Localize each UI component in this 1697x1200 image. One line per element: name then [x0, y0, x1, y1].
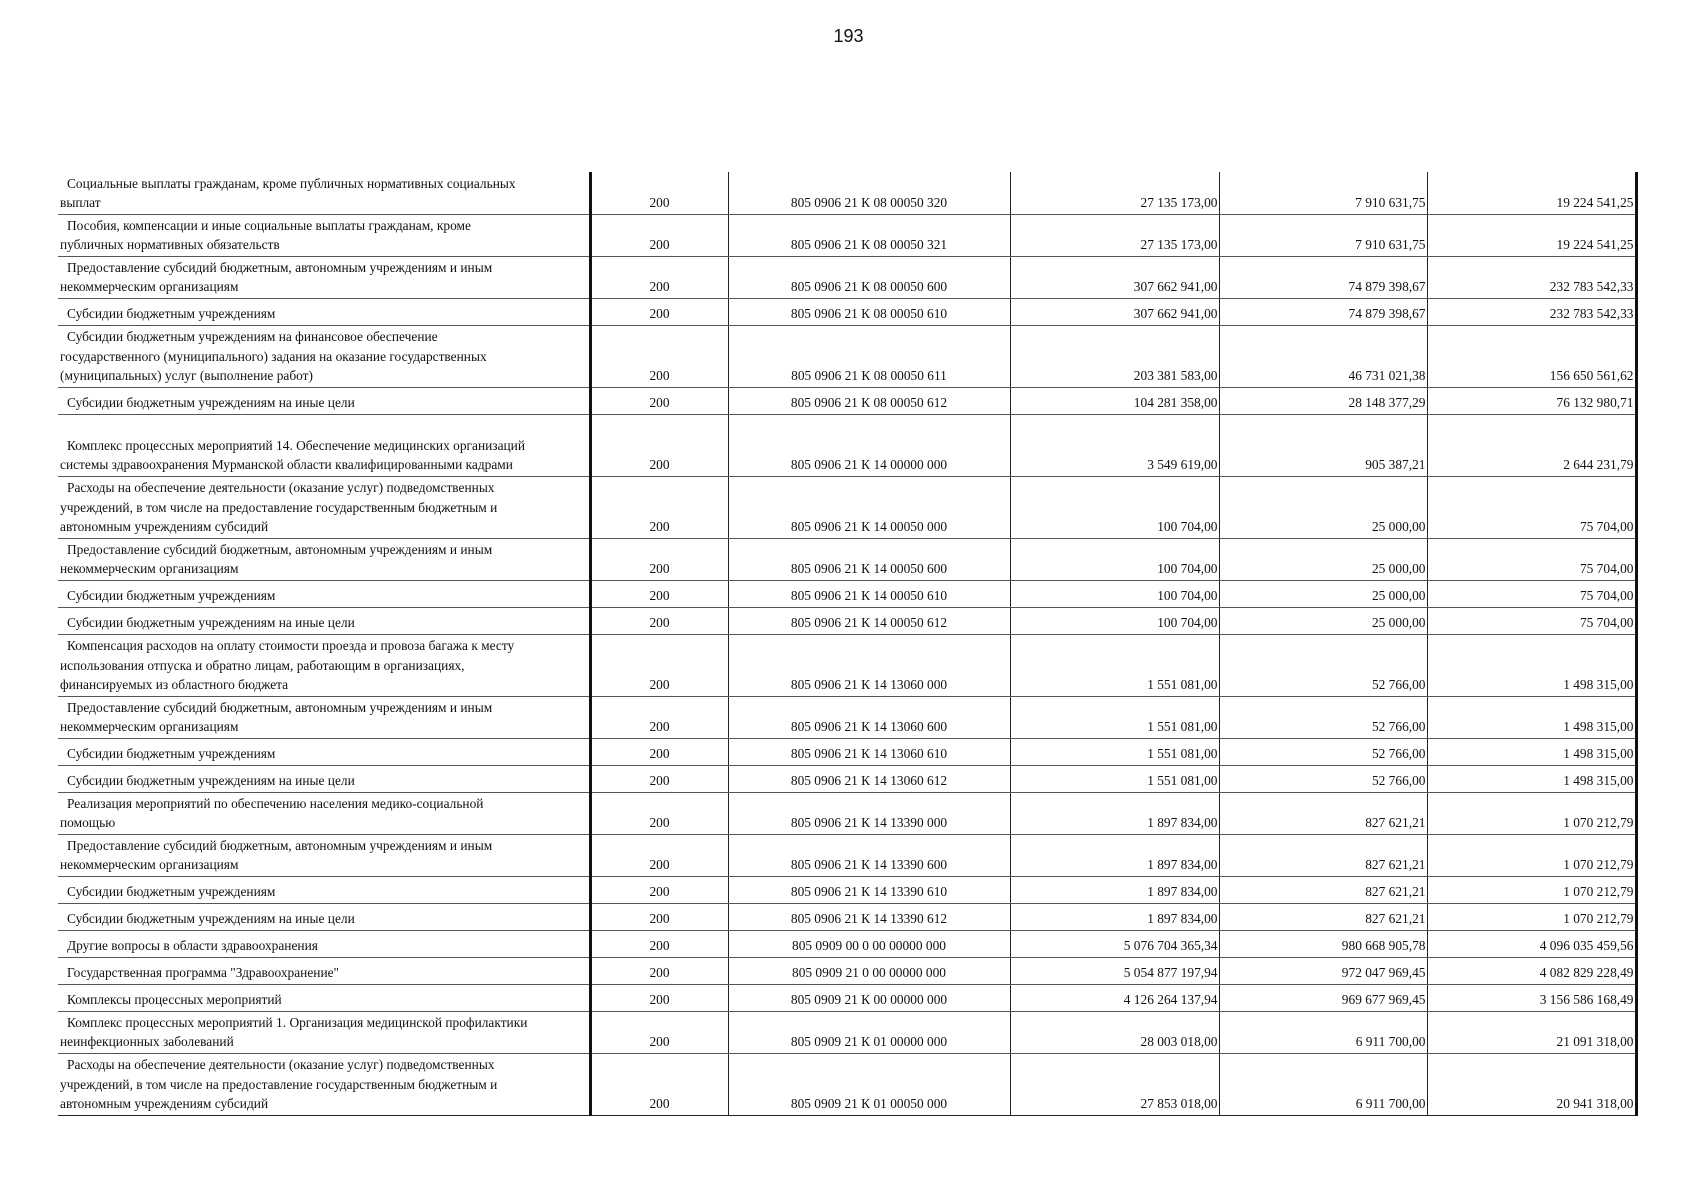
row-code-cell: 200	[590, 738, 728, 765]
row-name-line: (муниципальных) услуг (выполнение работ)	[60, 368, 313, 383]
row-code-cell: 200	[590, 476, 728, 538]
row-approved-cell: 1 897 834,00	[1010, 834, 1219, 876]
row-unexecuted-cell: 1 070 212,79	[1427, 876, 1636, 903]
table-row	[58, 298, 1636, 325]
row-unexecuted-cell: 4 082 829 228,49	[1427, 957, 1636, 984]
row-executed-cell: 46 731 021,38	[1219, 325, 1427, 387]
row-executed-cell: 25 000,00	[1219, 476, 1427, 538]
row-kbk-cell: 805 0906 21 К 14 13390 600	[728, 834, 1010, 876]
table-row	[58, 476, 1636, 538]
row-code-cell: 200	[590, 214, 728, 256]
row-code-cell: 200	[590, 1053, 728, 1115]
row-name-line: Субсидии бюджетным учреждениям на иные цели	[67, 911, 355, 926]
row-executed-cell: 52 766,00	[1219, 634, 1427, 696]
row-approved-cell: 27 135 173,00	[1010, 214, 1219, 256]
row-name-line: учреждений, в том числе на предоставление государственным бюджетным и	[60, 499, 498, 515]
row-unexecuted-cell: 2 644 231,79	[1427, 414, 1636, 476]
row-kbk-cell: 805 0906 21 К 14 13060 600	[728, 696, 1010, 738]
row-unexecuted-cell: 1 498 315,00	[1427, 696, 1636, 738]
row-code-cell: 200	[590, 834, 728, 876]
table-row	[58, 256, 1636, 298]
row-name-cell	[58, 903, 590, 930]
row-executed-cell: 827 621,21	[1219, 834, 1427, 876]
row-unexecuted-cell: 1 070 212,79	[1427, 834, 1636, 876]
row-code-cell: 200	[590, 325, 728, 387]
row-executed-cell: 52 766,00	[1219, 765, 1427, 792]
row-approved-cell: 4 126 264 137,94	[1010, 984, 1219, 1011]
row-unexecuted-cell: 21 091 318,00	[1427, 1011, 1636, 1053]
row-approved-cell: 1 897 834,00	[1010, 876, 1219, 903]
row-approved-cell: 307 662 941,00	[1010, 256, 1219, 298]
row-kbk-cell: 805 0906 21 К 08 00050 320	[728, 172, 1010, 214]
row-unexecuted-cell: 1 498 315,00	[1427, 765, 1636, 792]
row-approved-cell: 1 897 834,00	[1010, 792, 1219, 834]
table-row	[58, 634, 1636, 696]
table-row	[58, 325, 1636, 387]
row-executed-cell: 25 000,00	[1219, 580, 1427, 607]
row-name-line: Предоставление субсидий бюджетным, автономным учреждениям и иным	[67, 259, 493, 275]
row-unexecuted-cell: 75 704,00	[1427, 580, 1636, 607]
table-row	[58, 984, 1636, 1011]
row-kbk-cell: 805 0909 21 К 01 00000 000	[728, 1011, 1010, 1053]
table-row	[58, 1011, 1636, 1053]
row-name-line: публичных нормативных обязательств	[60, 237, 280, 252]
row-executed-cell: 7 910 631,75	[1219, 214, 1427, 256]
row-name-cell	[58, 607, 590, 634]
row-name-cell	[58, 476, 590, 538]
row-name-cell	[58, 634, 590, 696]
row-name-line: Расходы на обеспечение деятельности (оказание услуг) подведомственных	[67, 1057, 495, 1072]
row-name-cell	[58, 738, 590, 765]
table-row	[58, 738, 1636, 765]
row-executed-cell: 28 148 377,29	[1219, 387, 1427, 414]
row-code-cell: 200	[590, 634, 728, 696]
row-executed-cell: 827 621,21	[1219, 792, 1427, 834]
row-approved-cell: 1 551 081,00	[1010, 738, 1219, 765]
row-approved-cell: 1 551 081,00	[1010, 765, 1219, 792]
row-name-line: Предоставление субсидий бюджетным, автономным учреждениям и иным	[67, 699, 493, 715]
row-kbk-cell: 805 0909 21 К 00 00000 000	[728, 984, 1010, 1011]
row-kbk-cell: 805 0906 21 К 14 13390 000	[728, 792, 1010, 834]
row-kbk-cell: 805 0909 21 К 01 00050 000	[728, 1053, 1010, 1115]
row-approved-cell: 5 054 877 197,94	[1010, 957, 1219, 984]
row-approved-cell: 100 704,00	[1010, 580, 1219, 607]
row-code-cell: 200	[590, 414, 728, 476]
row-name-line: Субсидии бюджетным учреждениям	[67, 884, 276, 899]
row-code-cell: 200	[590, 298, 728, 325]
row-kbk-cell: 805 0906 21 К 08 00050 612	[728, 387, 1010, 414]
row-code-cell: 200	[590, 607, 728, 634]
budget-table	[58, 172, 1638, 1116]
row-name-line: автономным учреждениям субсидий	[60, 1096, 269, 1111]
row-executed-cell: 7 910 631,75	[1219, 172, 1427, 214]
row-unexecuted-cell: 75 704,00	[1427, 607, 1636, 634]
row-name-line: использования отпуска и обратно лицам, работающим в организациях,	[60, 657, 465, 673]
row-approved-cell: 1 551 081,00	[1010, 696, 1219, 738]
row-kbk-cell: 805 0906 21 К 14 13390 612	[728, 903, 1010, 930]
row-name-line: Предоставление субсидий бюджетным, автономным учреждениям и иным	[67, 541, 493, 557]
row-name-line: Субсидии бюджетным учреждениям	[67, 306, 276, 321]
row-kbk-cell: 805 0906 21 К 14 13390 610	[728, 876, 1010, 903]
row-code-cell: 200	[590, 580, 728, 607]
page-number: 193	[833, 26, 864, 46]
row-name-line: Государственная программа "Здравоохранение"	[67, 965, 340, 980]
row-kbk-cell: 805 0906 21 К 14 00050 612	[728, 607, 1010, 634]
row-kbk-cell: 805 0906 21 К 08 00050 321	[728, 214, 1010, 256]
row-name-line: системы здравоохранения Мурманской области квалифицированными кадрами	[60, 457, 513, 472]
row-kbk-cell: 805 0906 21 К 14 00050 600	[728, 538, 1010, 580]
row-name-cell	[58, 792, 590, 834]
row-approved-cell: 1 897 834,00	[1010, 903, 1219, 930]
row-name-line: Предоставление субсидий бюджетным, автономным учреждениям и иным	[67, 837, 493, 853]
row-unexecuted-cell: 1 070 212,79	[1427, 792, 1636, 834]
row-kbk-cell: 805 0906 21 К 08 00050 610	[728, 298, 1010, 325]
row-name-line: Комплекс процессных мероприятий 1. Организация медицинской профилактики	[67, 1014, 528, 1030]
table-row	[58, 930, 1636, 957]
row-approved-cell: 203 381 583,00	[1010, 325, 1219, 387]
row-unexecuted-cell: 75 704,00	[1427, 476, 1636, 538]
table-row	[58, 387, 1636, 414]
row-approved-cell: 307 662 941,00	[1010, 298, 1219, 325]
row-executed-cell: 25 000,00	[1219, 538, 1427, 580]
row-name-line: некоммерческим организациям	[60, 857, 239, 872]
row-approved-cell: 27 135 173,00	[1010, 172, 1219, 214]
row-name-line: Пособия, компенсации и иные социальные выплаты гражданам, кроме	[67, 217, 471, 233]
row-code-cell: 200	[590, 256, 728, 298]
row-name-cell	[58, 765, 590, 792]
row-name-line: помощью	[60, 815, 116, 830]
row-code-cell: 200	[590, 876, 728, 903]
row-name-cell	[58, 580, 590, 607]
table-row	[58, 414, 1636, 476]
row-code-cell: 200	[590, 957, 728, 984]
row-approved-cell: 100 704,00	[1010, 476, 1219, 538]
row-executed-cell: 6 911 700,00	[1219, 1053, 1427, 1115]
table-row	[58, 696, 1636, 738]
row-name-line: Комплекс процессных мероприятий 14. Обеспечение медицинских организаций	[67, 437, 526, 453]
row-executed-cell: 980 668 905,78	[1219, 930, 1427, 957]
row-name-cell	[58, 984, 590, 1011]
row-unexecuted-cell: 1 070 212,79	[1427, 903, 1636, 930]
row-name-cell	[58, 298, 590, 325]
row-approved-cell: 5 076 704 365,34	[1010, 930, 1219, 957]
table-row	[58, 792, 1636, 834]
row-name-line: Социальные выплаты гражданам, кроме публичных нормативных социальных	[67, 175, 516, 191]
row-name-cell	[58, 957, 590, 984]
row-code-cell: 200	[590, 1011, 728, 1053]
row-name-cell	[58, 214, 590, 256]
row-code-cell: 200	[590, 792, 728, 834]
row-executed-cell: 25 000,00	[1219, 607, 1427, 634]
row-kbk-cell: 805 0906 21 К 14 13060 610	[728, 738, 1010, 765]
row-name-line: некоммерческим организациям	[60, 561, 239, 576]
row-kbk-cell: 805 0906 21 К 08 00050 611	[728, 325, 1010, 387]
row-name-cell	[58, 387, 590, 414]
row-executed-cell: 969 677 969,45	[1219, 984, 1427, 1011]
row-name-line: Субсидии бюджетным учреждениям на иные цели	[67, 773, 355, 788]
row-name-cell	[58, 1011, 590, 1053]
row-executed-cell: 972 047 969,45	[1219, 957, 1427, 984]
row-executed-cell: 74 879 398,67	[1219, 256, 1427, 298]
row-name-line: Субсидии бюджетным учреждениям на иные цели	[67, 615, 355, 630]
row-unexecuted-cell: 232 783 542,33	[1427, 298, 1636, 325]
row-name-line: некоммерческим организациям	[60, 279, 239, 294]
row-code-cell: 200	[590, 172, 728, 214]
row-approved-cell: 28 003 018,00	[1010, 1011, 1219, 1053]
row-unexecuted-cell: 19 224 541,25	[1427, 214, 1636, 256]
row-name-line: Комплексы процессных мероприятий	[67, 992, 282, 1007]
row-name-line: неинфекционных заболеваний	[60, 1034, 234, 1049]
row-code-cell: 200	[590, 765, 728, 792]
row-executed-cell: 52 766,00	[1219, 696, 1427, 738]
table-row	[58, 607, 1636, 634]
row-code-cell: 200	[590, 696, 728, 738]
table-row	[58, 765, 1636, 792]
row-name-cell	[58, 256, 590, 298]
table-row	[58, 957, 1636, 984]
table-row	[58, 903, 1636, 930]
row-unexecuted-cell: 20 941 318,00	[1427, 1053, 1636, 1115]
row-unexecuted-cell: 232 783 542,33	[1427, 256, 1636, 298]
table-row	[58, 538, 1636, 580]
row-executed-cell: 6 911 700,00	[1219, 1011, 1427, 1053]
row-unexecuted-cell: 76 132 980,71	[1427, 387, 1636, 414]
row-name-line: Компенсация расходов на оплату стоимости проезда и провоза багажа к месту	[67, 638, 515, 653]
table-row	[58, 214, 1636, 256]
row-unexecuted-cell: 156 650 561,62	[1427, 325, 1636, 387]
row-approved-cell: 100 704,00	[1010, 538, 1219, 580]
row-approved-cell: 100 704,00	[1010, 607, 1219, 634]
row-executed-cell: 74 879 398,67	[1219, 298, 1427, 325]
row-unexecuted-cell: 1 498 315,00	[1427, 738, 1636, 765]
row-kbk-cell: 805 0906 21 К 08 00050 600	[728, 256, 1010, 298]
table-row	[58, 834, 1636, 876]
row-executed-cell: 827 621,21	[1219, 876, 1427, 903]
row-approved-cell: 104 281 358,00	[1010, 387, 1219, 414]
row-name-line: Реализация мероприятий по обеспечению населения медико-социальной	[67, 795, 484, 811]
row-name-cell	[58, 1053, 590, 1115]
budget-table-body	[58, 172, 1636, 1115]
row-approved-cell: 27 853 018,00	[1010, 1053, 1219, 1115]
row-name-line: некоммерческим организациям	[60, 719, 239, 734]
row-name-line: учреждений, в том числе на предоставление государственным бюджетным и	[60, 1076, 498, 1092]
row-executed-cell: 827 621,21	[1219, 903, 1427, 930]
row-code-cell: 200	[590, 930, 728, 957]
row-kbk-cell: 805 0906 21 К 14 00050 000	[728, 476, 1010, 538]
row-unexecuted-cell: 19 224 541,25	[1427, 172, 1636, 214]
table-row	[58, 1053, 1636, 1115]
row-name-line: Расходы на обеспечение деятельности (оказание услуг) подведомственных	[67, 480, 495, 495]
row-unexecuted-cell: 4 096 035 459,56	[1427, 930, 1636, 957]
row-kbk-cell: 805 0909 00 0 00 00000 000	[728, 930, 1010, 957]
row-approved-cell: 3 549 619,00	[1010, 414, 1219, 476]
row-name-line: государственного (муниципального) задания на оказание государственных	[60, 348, 487, 364]
row-name-cell	[58, 172, 590, 214]
table-row	[58, 172, 1636, 214]
row-name-cell	[58, 696, 590, 738]
row-executed-cell: 905 387,21	[1219, 414, 1427, 476]
row-kbk-cell: 805 0906 21 К 14 00000 000	[728, 414, 1010, 476]
row-name-line: автономным учреждениям субсидий	[60, 519, 269, 534]
row-kbk-cell: 805 0906 21 К 14 13060 000	[728, 634, 1010, 696]
row-executed-cell: 52 766,00	[1219, 738, 1427, 765]
row-name-line: Другие вопросы в области здравоохранения	[67, 938, 318, 953]
row-name-line: Субсидии бюджетным учреждениям на иные цели	[67, 395, 355, 410]
row-name-line: Субсидии бюджетным учреждениям	[67, 588, 276, 603]
row-kbk-cell: 805 0909 21 0 00 00000 000	[728, 957, 1010, 984]
row-name-cell	[58, 325, 590, 387]
row-code-cell: 200	[590, 984, 728, 1011]
row-name-line: Субсидии бюджетным учреждениям	[67, 746, 276, 761]
row-kbk-cell: 805 0906 21 К 14 00050 610	[728, 580, 1010, 607]
row-code-cell: 200	[590, 903, 728, 930]
row-name-cell	[58, 834, 590, 876]
row-name-line: выплат	[60, 195, 101, 210]
row-name-cell	[58, 538, 590, 580]
row-name-line: финансируемых из областного бюджета	[60, 677, 289, 692]
row-kbk-cell: 805 0906 21 К 14 13060 612	[728, 765, 1010, 792]
row-name-line: Субсидии бюджетным учреждениям на финансовое обеспечение	[67, 329, 438, 344]
row-unexecuted-cell: 1 498 315,00	[1427, 634, 1636, 696]
row-approved-cell: 1 551 081,00	[1010, 634, 1219, 696]
row-name-cell	[58, 876, 590, 903]
row-name-cell	[58, 930, 590, 957]
row-unexecuted-cell: 75 704,00	[1427, 538, 1636, 580]
row-name-cell	[58, 414, 590, 476]
row-code-cell: 200	[590, 538, 728, 580]
row-unexecuted-cell: 3 156 586 168,49	[1427, 984, 1636, 1011]
table-row	[58, 876, 1636, 903]
table-row	[58, 580, 1636, 607]
row-code-cell: 200	[590, 387, 728, 414]
